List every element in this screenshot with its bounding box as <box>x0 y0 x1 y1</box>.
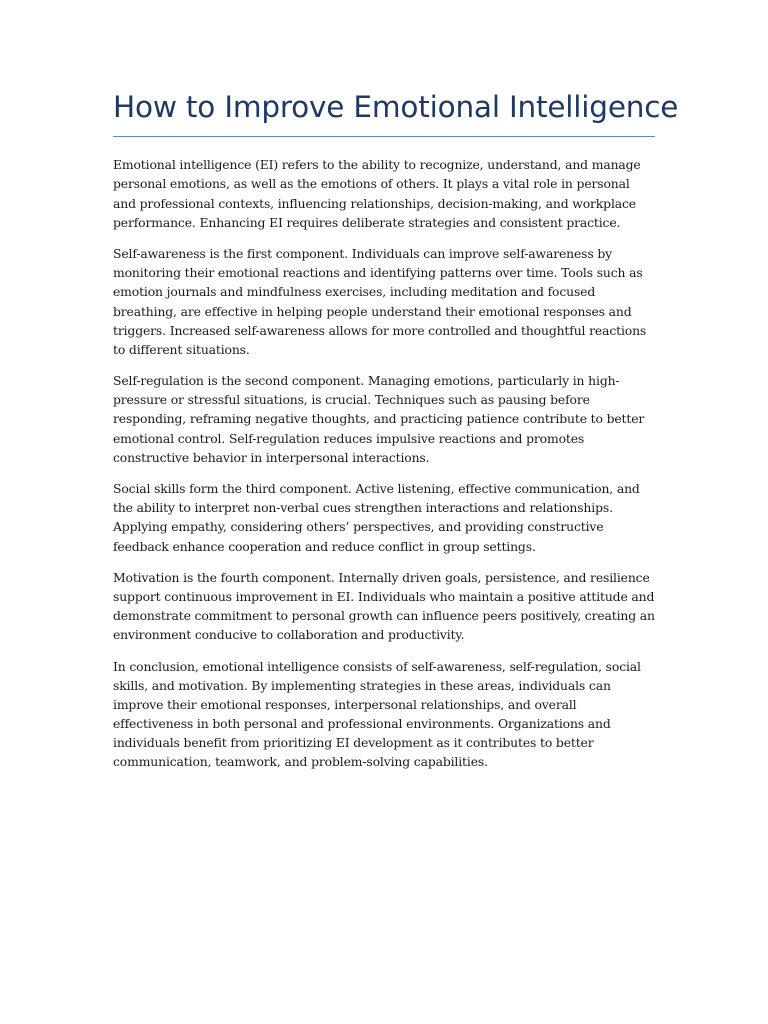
paragraph-self-regulation: Self-regulation is the second component. Managing emotions, particularly in high-pressure or stressful situations, is crucial. Techniques such as pausing before responding, reframing negative thoughts, and practicing patience contribute to better emotional control. Self-regulation reduces impulsive reactions and promotes constructive behavior in interpersonal interactions. <box>113 373 645 465</box>
title-underline-rule <box>113 136 655 137</box>
paragraph-social-skills: Social skills form the third component. Active listening, effective communication, and the ability to interpret non-verbal cues strengthen interactions and relationships. Applying empathy, considering others’ perspectives, and providing constructive feedback enhance cooperation and reduce conflict in group settings. <box>113 481 640 554</box>
document-body <box>113 155 655 771</box>
paragraph-introduction: Emotional intelligence (EI) refers to the ability to recognize, understand, and manage personal emotions, as well as the emotions of others. It plays a vital role in personal and professional contexts, influencing relationships, decision-making, and workplace performance. Enhancing EI requires deliberate strategies and consistent practice. <box>113 157 641 230</box>
paragraph-conclusion: In conclusion, emotional intelligence consists of self-awareness, self-regulation, social skills, and motivation. By implementing strategies in these areas, individuals can improve their emotional responses, interpersonal relationships, and overall effectiveness in both personal and professional environments. Organizations and individuals benefit from prioritizing EI development as it contributes to better communication, teamwork, and problem-solving capabilities. <box>113 659 641 770</box>
document-page <box>113 88 679 784</box>
paragraph-motivation: Motivation is the fourth component. Internally driven goals, persistence, and resilience support continuous improvement in EI. Individuals who maintain a positive attitude and demonstrate commitment to personal growth can influence peers positively, creating an environment conducive to collaboration and productivity. <box>113 570 655 643</box>
document-title: How to Improve Emotional Intelligence <box>113 90 679 124</box>
paragraph-self-awareness: Self-awareness is the first component. Individuals can improve self-awareness by monitoring their emotional reactions and identifying patterns over time. Tools such as emotion journals and mindfulness exercises, including meditation and focused breathing, are effective in helping people understand their emotional responses and triggers. Increased self-awareness allows for more controlled and thoughtful reactions to different situations. <box>113 246 647 357</box>
